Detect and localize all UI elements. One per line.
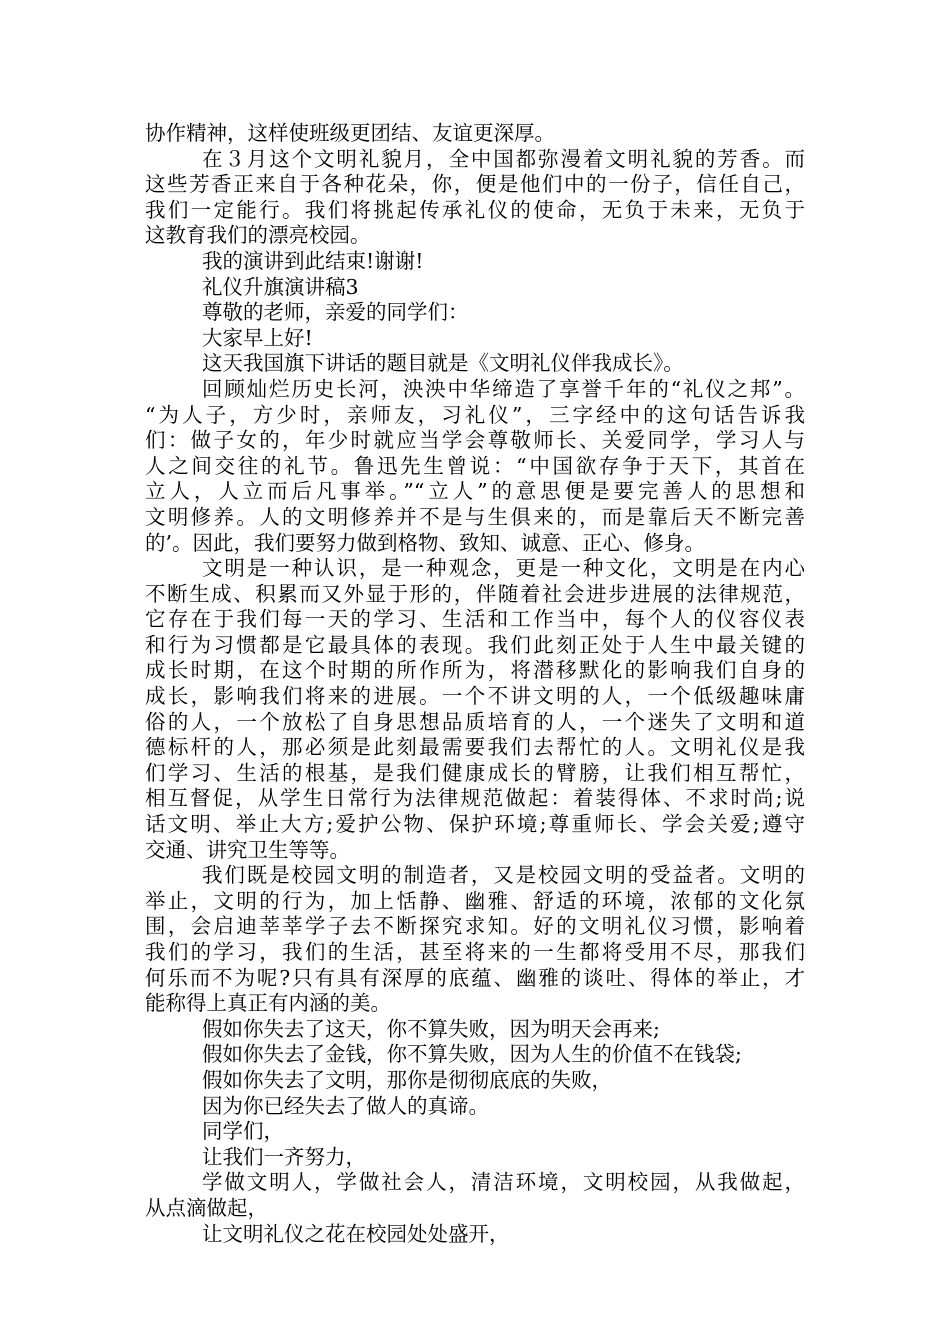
text-line: 假如你失去了文明，那你是彻彻底底的失败， <box>202 1067 612 1092</box>
text-line: 成长时期，在这个时期的所作所为，将潜移默化的影响我们自身的 <box>145 658 805 683</box>
text-line: 尊敬的老师，亲爱的同学们： <box>202 300 469 325</box>
text-line: 从点滴做起， <box>145 1195 268 1220</box>
text-line: 我的演讲到此结束!谢谢! <box>202 248 424 273</box>
text-line: 人之间交往的礼节。鲁迅先生曾说：“中国欲存争于天下，其首在 <box>145 453 805 478</box>
text-line: 我们的学习，我们的生活，甚至将来的一生都将受用不尽，那我们 <box>145 940 805 964</box>
text-line: 俗的人，一个放松了自身思想品质培育的人，一个迷失了文明和道 <box>145 709 805 734</box>
text-line: 我们一定能行。我们将挑起传承礼仪的使命，无负于未来，无负于 <box>145 197 805 222</box>
text-line: 回顾灿烂历史长河，泱泱中华缔造了享誉千年的“礼仪之邦”。 <box>202 376 805 401</box>
text-line: 立人，人立而后凡事举。”“立人”的意思便是要完善人的思想和 <box>145 479 805 504</box>
text-line: 让文明礼仪之花在校园处处盛开， <box>202 1221 510 1246</box>
text-line: 因为你已经失去了做人的真谛。 <box>202 1093 489 1118</box>
text-line: 们学习、生活的根基，是我们健康成长的臂膀，让我们相互帮忙， <box>145 760 805 785</box>
text-line: 文明修养。人的文明修养并不是与生俱来的，而是靠后天不断完善 <box>145 504 805 529</box>
text-line: 能称得上真正有内涵的美。 <box>145 991 391 1016</box>
text-line: 这天我国旗下讲话的题目就是《文明礼仪伴我成长》。 <box>202 351 684 376</box>
text-line: 这教育我们的漂亮校园。 <box>145 223 371 248</box>
text-line: 围，会启迪莘莘学子去不断探究求知。好的文明礼仪习惯，影响着 <box>145 914 805 939</box>
text-line: 和行为习惯都是它最具体的表现。我们此刻正处于人生中最关键的 <box>145 632 805 657</box>
text-line: 它存在于我们每一天的学习、生活和工作当中，每个人的仪容仪表 <box>145 607 805 632</box>
text-line: 的’。因此，我们要努力做到格物、致知、诚意、正心、修身。 <box>145 530 706 555</box>
text-line: 不断生成、积累而又外显于形的，伴随着社会进步进展的法律规范， <box>145 581 805 606</box>
text-line: 我们既是校园文明的制造者，又是校园文明的受益者。文明的 <box>202 863 805 888</box>
text-line: 成长，影响我们将来的进展。一个不讲文明的人，一个低级趣味庸 <box>145 684 805 709</box>
text-line: 同学们， <box>202 1119 284 1144</box>
text-line: 这些芳香正来自于各种花朵，你，便是他们中的一份子，信任自己， <box>145 172 805 197</box>
text-line: 学做文明人，学做社会人，清洁环境，文明校园，从我做起， <box>202 1170 805 1195</box>
text-line: “为人子，方少时，亲师友，习礼仪”，三字经中的这句话告诉我 <box>145 402 805 427</box>
text-line: 相互督促，从学生日常行为法律规范做起：着装得体、不求时尚;说 <box>145 786 805 811</box>
text-line: 让我们一齐努力， <box>202 1144 366 1169</box>
document-body <box>145 121 805 1247</box>
text-line: 交通、讲究卫生等等。 <box>145 837 350 862</box>
text-line: 文明是一种认识，是一种观念，更是一种文化，文明是在内心 <box>202 556 805 581</box>
text-line: 在３月这个文明礼貌月，全中国都弥漫着文明礼貌的芳香。而 <box>202 146 805 171</box>
text-line: 假如你失去了金钱，你不算失败，因为人生的价值不在钱袋; <box>202 1042 742 1067</box>
text-line: 假如你失去了这天，你不算失败，因为明天会再来; <box>202 1016 660 1041</box>
text-line: 礼仪升旗演讲稿3 <box>202 274 359 299</box>
text-line: 们：做子女的，年少时就应当学会尊敬师长、关爱同学，学习人与 <box>145 428 805 453</box>
text-line: 话文明、举止大方;爱护公物、保护环境;尊重师长、学会关爱;遵守 <box>145 812 805 837</box>
text-line: 协作精神，这样使班级更团结、友谊更深厚。 <box>145 121 555 145</box>
text-line: 何乐而不为呢?只有具有深厚的底蕴、幽雅的谈吐、得体的举止，才 <box>145 965 805 990</box>
text-line: 举止，文明的行为，加上恬静、幽雅、舒适的环境，浓郁的文化氛 <box>145 888 805 913</box>
text-line: 大家早上好! <box>202 325 313 350</box>
text-line: 德标杆的人，那必须是此刻最需要我们去帮忙的人。文明礼仪是我 <box>145 735 805 760</box>
